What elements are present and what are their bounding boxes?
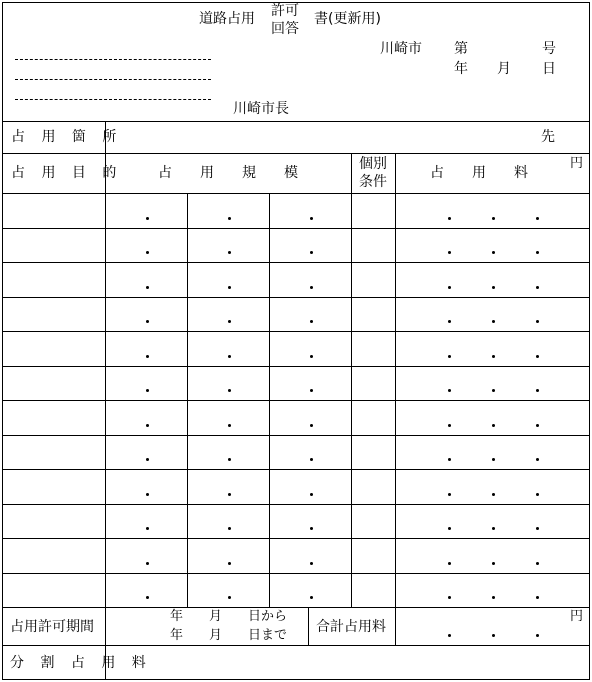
fee-yen-unit: 円 — [570, 156, 584, 171]
purpose-cell[interactable] — [3, 367, 105, 400]
decimal-separator — [146, 596, 149, 599]
total-fee-separator — [448, 634, 451, 637]
decimal-separator — [536, 562, 539, 565]
scale-cell[interactable] — [188, 539, 269, 573]
decimal-separator — [536, 527, 539, 530]
decimal-separator — [146, 286, 149, 289]
period-to: 年 月 日まで — [170, 628, 288, 643]
decimal-separator — [146, 527, 149, 530]
decimal-separator — [492, 320, 495, 323]
decimal-separator — [228, 217, 231, 220]
decimal-separator — [228, 527, 231, 530]
decimal-separator — [310, 251, 313, 254]
decimal-separator — [448, 251, 451, 254]
fee-cell[interactable] — [396, 367, 589, 400]
decimal-separator — [310, 320, 313, 323]
decimal-separator — [492, 562, 495, 565]
decimal-separator — [448, 596, 451, 599]
decimal-separator — [492, 389, 495, 392]
purpose-cell[interactable] — [3, 539, 105, 573]
scale-cell[interactable] — [188, 332, 269, 366]
decimal-separator — [448, 458, 451, 461]
decimal-separator — [492, 458, 495, 461]
split-fee-field[interactable] — [106, 646, 589, 679]
fee-cell[interactable] — [396, 194, 589, 228]
decimal-separator — [492, 251, 495, 254]
decimal-separator — [228, 458, 231, 461]
title-option-permit: 許可 — [271, 3, 299, 19]
scale-cell[interactable] — [106, 574, 187, 607]
condition-cell[interactable] — [352, 229, 395, 262]
purpose-cell[interactable] — [3, 229, 105, 262]
date-year: 年 — [454, 61, 468, 77]
purpose-cell[interactable] — [3, 194, 105, 228]
scale-cell[interactable] — [188, 505, 269, 538]
recipient-line-2[interactable] — [15, 79, 211, 80]
location-field[interactable] — [106, 122, 536, 152]
decimal-separator — [536, 286, 539, 289]
decimal-separator — [146, 424, 149, 427]
decimal-separator — [448, 562, 451, 565]
decimal-separator — [146, 562, 149, 565]
decimal-separator — [228, 286, 231, 289]
scale-cell[interactable] — [270, 505, 351, 538]
scale-cell[interactable] — [188, 401, 269, 435]
scale-cell[interactable] — [106, 367, 187, 400]
purpose-cell[interactable] — [3, 263, 105, 297]
scale-cell[interactable] — [270, 263, 351, 297]
fee-cell[interactable] — [396, 298, 589, 331]
decimal-separator — [146, 458, 149, 461]
scale-header: 占 用 規 模 — [158, 165, 298, 181]
scale-cell[interactable] — [106, 263, 187, 297]
title-suffix: 書(更新用) — [314, 11, 381, 27]
scale-cell[interactable] — [188, 229, 269, 262]
purpose-cell[interactable] — [3, 505, 105, 538]
decimal-separator — [146, 217, 149, 220]
decimal-separator — [228, 355, 231, 358]
condition-cell[interactable] — [352, 505, 395, 538]
conditions-header-top: 個別 — [359, 156, 387, 172]
scale-cell[interactable] — [188, 574, 269, 607]
decimal-separator — [492, 493, 495, 496]
scale-cell[interactable] — [270, 298, 351, 331]
scale-cell[interactable] — [270, 229, 351, 262]
decimal-separator — [536, 355, 539, 358]
number-label: 第 — [454, 41, 468, 57]
decimal-separator — [228, 389, 231, 392]
scale-cell[interactable] — [106, 436, 187, 469]
scale-cell[interactable] — [270, 401, 351, 435]
decimal-separator — [492, 527, 495, 530]
scale-cell[interactable] — [270, 194, 351, 228]
decimal-separator — [310, 562, 313, 565]
condition-cell[interactable] — [352, 367, 395, 400]
recipient-line-1[interactable] — [15, 59, 211, 60]
location-label: 占 用 箇 所 — [11, 129, 123, 145]
scale-cell[interactable] — [106, 229, 187, 262]
decimal-separator — [448, 527, 451, 530]
decimal-separator — [536, 217, 539, 220]
fee-cell[interactable] — [396, 332, 589, 366]
decimal-separator — [310, 493, 313, 496]
purpose-cell[interactable] — [3, 401, 105, 435]
decimal-separator — [536, 424, 539, 427]
decimal-separator — [448, 217, 451, 220]
period-label: 占用許可期間 — [10, 619, 94, 635]
period-from: 年 月 日から — [170, 609, 288, 624]
decimal-separator — [310, 596, 313, 599]
decimal-separator — [448, 355, 451, 358]
scale-cell[interactable] — [270, 574, 351, 607]
scale-cell[interactable] — [106, 505, 187, 538]
decimal-separator — [310, 389, 313, 392]
decimal-separator — [492, 355, 495, 358]
decimal-separator — [310, 286, 313, 289]
scale-cell[interactable] — [188, 470, 269, 504]
scale-cell[interactable] — [270, 436, 351, 469]
decimal-separator — [492, 286, 495, 289]
scale-cell[interactable] — [106, 194, 187, 228]
condition-cell[interactable] — [352, 574, 395, 607]
condition-cell[interactable] — [352, 263, 395, 297]
decimal-separator — [536, 493, 539, 496]
recipient-line-3[interactable] — [15, 99, 211, 100]
location-suffix: 先 — [541, 129, 555, 145]
fee-cell[interactable] — [396, 401, 589, 435]
decimal-separator — [536, 251, 539, 254]
scale-cell[interactable] — [106, 401, 187, 435]
scale-cell[interactable] — [106, 332, 187, 366]
decimal-separator — [310, 458, 313, 461]
fee-cell[interactable] — [396, 263, 589, 297]
scale-cell[interactable] — [106, 298, 187, 331]
fee-cell[interactable] — [396, 574, 589, 607]
fee-header: 占 用 料 — [430, 165, 528, 181]
scale-cell[interactable] — [188, 436, 269, 469]
scale-cell[interactable] — [188, 367, 269, 400]
purpose-cell[interactable] — [3, 436, 105, 469]
condition-cell[interactable] — [352, 401, 395, 435]
purpose-cell[interactable] — [3, 298, 105, 331]
condition-cell[interactable] — [352, 332, 395, 366]
conditions-header-bottom: 条件 — [359, 174, 387, 190]
total-fee-separator — [536, 634, 539, 637]
decimal-separator — [492, 424, 495, 427]
decimal-separator — [536, 320, 539, 323]
title-prefix: 道路占用 — [199, 11, 255, 27]
decimal-separator — [228, 596, 231, 599]
issuer-city: 川崎市 — [380, 41, 422, 57]
purpose-cell[interactable] — [3, 574, 105, 607]
fee-cell[interactable] — [396, 436, 589, 469]
decimal-separator — [448, 320, 451, 323]
decimal-separator — [228, 493, 231, 496]
total-fee-separator — [492, 634, 495, 637]
scale-cell[interactable] — [188, 194, 269, 228]
decimal-separator — [448, 424, 451, 427]
condition-cell[interactable] — [352, 194, 395, 228]
total-fee-label: 合計占用料 — [316, 619, 386, 635]
date-day: 日 — [542, 61, 556, 77]
total-yen-unit: 円 — [570, 609, 584, 624]
decimal-separator — [536, 389, 539, 392]
condition-cell[interactable] — [352, 470, 395, 504]
mayor-label: 川崎市長 — [233, 101, 289, 117]
condition-cell[interactable] — [352, 539, 395, 573]
date-month: 月 — [497, 61, 511, 77]
decimal-separator — [146, 493, 149, 496]
scale-cell[interactable] — [270, 332, 351, 366]
fee-cell[interactable] — [396, 539, 589, 573]
decimal-separator — [146, 355, 149, 358]
decimal-separator — [492, 596, 495, 599]
decimal-separator — [448, 493, 451, 496]
fee-cell[interactable] — [396, 229, 589, 262]
decimal-separator — [536, 596, 539, 599]
condition-cell[interactable] — [352, 436, 395, 469]
decimal-separator — [310, 355, 313, 358]
scale-cell[interactable] — [188, 298, 269, 331]
scale-cell[interactable] — [106, 470, 187, 504]
scale-cell[interactable] — [270, 539, 351, 573]
split-fee-label: 分 割 占 用 料 — [10, 655, 152, 671]
decimal-separator — [146, 389, 149, 392]
scale-cell[interactable] — [106, 539, 187, 573]
title-option-answer: 回答 — [271, 21, 299, 37]
decimal-separator — [448, 286, 451, 289]
decimal-separator — [310, 527, 313, 530]
decimal-separator — [228, 424, 231, 427]
decimal-separator — [492, 217, 495, 220]
fee-cell[interactable] — [396, 505, 589, 538]
scale-cell[interactable] — [270, 470, 351, 504]
decimal-separator — [146, 251, 149, 254]
decimal-separator — [228, 251, 231, 254]
number-suffix: 号 — [542, 41, 556, 57]
decimal-separator — [310, 217, 313, 220]
condition-cell[interactable] — [352, 298, 395, 331]
purpose-cell[interactable] — [3, 332, 105, 366]
decimal-separator — [228, 562, 231, 565]
decimal-separator — [146, 320, 149, 323]
scale-cell[interactable] — [270, 367, 351, 400]
fee-cell[interactable] — [396, 470, 589, 504]
purpose-label: 占 用 目 的 — [11, 165, 123, 181]
decimal-separator — [228, 320, 231, 323]
decimal-separator — [448, 389, 451, 392]
decimal-separator — [536, 458, 539, 461]
scale-cell[interactable] — [188, 263, 269, 297]
decimal-separator — [310, 424, 313, 427]
purpose-cell[interactable] — [3, 470, 105, 504]
